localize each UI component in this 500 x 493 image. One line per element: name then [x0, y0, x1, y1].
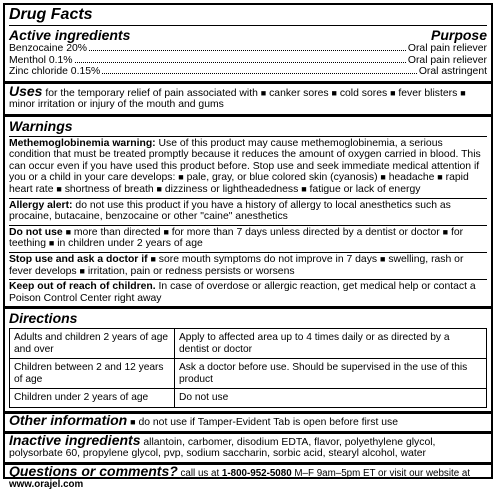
- table-row: [10, 359, 487, 389]
- bullet-icon: ■: [442, 226, 449, 237]
- methemoglobinemia-warning: [9, 136, 487, 196]
- bullet-icon: ■: [380, 172, 386, 183]
- warnings-heading: Warnings: [9, 117, 73, 134]
- do-not-use-item: in children under 2 years of age: [57, 238, 203, 250]
- methemo-text: Use of this product may cause methemoglobinemia, a serious condition that must be treated promptly because it reduces the amount of oxygen carried in blood. This can occur even if you have used this product before. Stop use and seek immediate medical attention if you or a child in your care develops:: [9, 137, 481, 184]
- use-item: canker sores: [269, 87, 329, 99]
- do-not-use-item: for teething: [9, 226, 464, 250]
- bullet-icon: ■: [437, 172, 443, 183]
- use-item: cold sores: [339, 87, 388, 99]
- bullet-icon: ■: [331, 87, 337, 98]
- symptom-item: rapid heart rate: [9, 172, 469, 196]
- active-ingredients-section: [5, 5, 491, 81]
- keep-out-of-reach: [9, 279, 487, 304]
- ingredient-row: [9, 43, 487, 55]
- stop-use-label: Stop use and ask a doctor if: [9, 254, 148, 266]
- questions-heading: Questions or comments?: [9, 462, 178, 479]
- ingredient-name: Zinc chloride 0.15%: [9, 66, 101, 77]
- questions-mid: M–F 9am–5pm ET or visit our website at: [291, 467, 471, 479]
- bullet-icon: ■: [56, 184, 62, 195]
- use-item: fever blisters: [398, 87, 458, 99]
- ingredient-purpose: Oral pain reliever: [407, 54, 487, 66]
- phone-number[interactable]: 1-800-952-5080: [221, 467, 292, 479]
- ingredient-row: [9, 66, 487, 78]
- leader-dots: [75, 62, 406, 63]
- age-group-cell: Adults and children 2 years of age and over: [10, 329, 175, 359]
- inactive-ingredients-heading: Inactive ingredients: [9, 431, 141, 448]
- use-item: minor irritation or injury of the mouth and gums: [9, 99, 224, 111]
- keep-out-text: In case of overdose or allergic reaction, get medical help or contact a Poison Control Center right away: [9, 281, 476, 304]
- bullet-icon: ■: [260, 87, 267, 98]
- leader-dots: [89, 50, 406, 51]
- allergy-label: Allergy alert:: [9, 199, 73, 211]
- do-not-use-label: Do not use: [9, 226, 63, 238]
- active-ingredients-list: [9, 43, 487, 78]
- direction-cell: Do not use: [175, 389, 487, 408]
- allergy-text: do not use this product if you have a history of allergy to local anesthetics such as procaine, butacaine, benzocaine or other "caine" anesthetics: [9, 199, 451, 223]
- drug-facts-title: Drug Facts: [9, 6, 93, 23]
- table-row: [10, 329, 487, 359]
- stop-use: [9, 252, 487, 277]
- questions-pre: call us at: [177, 467, 222, 479]
- bullet-icon: ■: [156, 184, 162, 195]
- ingredient-name: Benzocaine 20%: [9, 43, 87, 54]
- stop-use-item: sore mouth symptoms do not improve in 7 days: [158, 254, 378, 266]
- leader-dots: [102, 73, 417, 74]
- inactive-ingredients-section: [5, 431, 491, 462]
- bullet-icon: ■: [48, 238, 55, 249]
- ingredient-purpose: Oral astringent: [418, 66, 487, 77]
- directions-table: [9, 328, 487, 408]
- active-ingredients-heading: Active ingredients: [9, 27, 131, 43]
- bullet-icon: ■: [301, 184, 307, 195]
- ingredient-purpose: Oral pain reliever: [407, 43, 487, 54]
- do-not-use-item: more than directed: [73, 226, 161, 238]
- other-information-heading: Other information: [9, 411, 128, 428]
- do-not-use: [9, 225, 487, 250]
- age-group-cell: Children between 2 and 12 years of age: [10, 359, 175, 389]
- directions-section: [5, 306, 491, 411]
- symptom-item: shortness of breath: [64, 184, 154, 196]
- ingredient-row: [9, 55, 487, 67]
- bullet-icon: ■: [460, 87, 466, 98]
- direction-cell: Ask a doctor before use. Should be supervised in the use of this product: [175, 359, 487, 389]
- website-link[interactable]: www.orajel.com: [9, 479, 84, 491]
- bullet-icon: ■: [380, 254, 386, 265]
- other-information-section: [5, 411, 491, 431]
- uses-section: [5, 81, 491, 114]
- bullet-icon: ■: [163, 226, 169, 237]
- do-not-use-item: for more than 7 days unless directed by a dentist or doctor: [171, 226, 440, 238]
- keep-out-label: Keep out of reach of children.: [9, 281, 156, 293]
- stop-use-item: swelling, rash or fever develops: [9, 254, 464, 277]
- table-row: [10, 389, 487, 408]
- bullet-icon: ■: [79, 265, 85, 276]
- ingredient-name: Menthol 0.1%: [9, 54, 73, 66]
- uses-intro: for the temporary relief of pain associated with: [42, 87, 261, 99]
- inactive-ingredients-text: allantoin, carbomer, disodium EDTA, flavor, polyethylene glycol, polysorbate 60, propylene glycol, pvp, sodium saccharin, sorbic acid, stearyl alcohol, water: [9, 436, 436, 460]
- allergy-alert: [9, 198, 487, 223]
- active-ingredients-header: [9, 25, 487, 43]
- warnings-section: [5, 114, 491, 307]
- bullet-icon: ■: [65, 226, 72, 237]
- stop-use-item: irritation, pain or redness persists or worsens: [87, 265, 295, 277]
- symptom-item: headache: [388, 172, 435, 184]
- symptom-item: fatigue or lack of energy: [309, 184, 421, 196]
- methemo-label: Methemoglobinemia warning:: [9, 137, 156, 149]
- age-group-cell: Children under 2 years of age: [10, 389, 175, 408]
- bullet-icon: ■: [130, 416, 136, 427]
- drug-facts-panel: [3, 3, 493, 491]
- bullet-icon: ■: [178, 172, 184, 183]
- bullet-icon: ■: [150, 254, 156, 265]
- purpose-heading: Purpose: [430, 27, 487, 43]
- direction-cell: Apply to affected area up to 4 times daily or as directed by a dentist or doctor: [175, 329, 487, 359]
- symptom-item: dizziness or lightheadedness: [164, 184, 299, 196]
- symptom-item: pale, gray, or blue colored skin (cyanosis): [186, 172, 378, 184]
- other-information-text: do not use if Tamper-Evident Tab is open before first use: [138, 416, 398, 428]
- questions-section: [5, 462, 491, 493]
- bullet-icon: ■: [390, 87, 396, 98]
- uses-heading: Uses: [9, 82, 43, 99]
- directions-heading: Directions: [9, 310, 78, 327]
